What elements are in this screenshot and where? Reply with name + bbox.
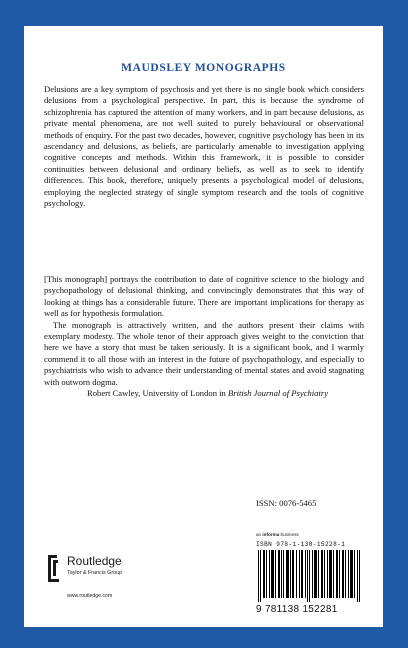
issn-number: ISSN: 0076-5465 [256,498,317,508]
isbn-label: ISBN 978-1-138-15228-1 [256,541,346,548]
back-cover-panel [24,26,383,627]
review-quote [44,274,364,399]
routledge-logo-icon [47,554,60,583]
publisher-url: www.routledge.com [67,593,113,599]
review-paragraph-2: The monograph is attractively written, and the authors present their claims with exemplary modesty. The whole tenor of their approach gives weight to the conviction that here we have a story that must be taken seriously. It is a significant book, and I warmly commend it to all those with an interest in the future of psychopathology, and especially to psychiatrists who wish to advance their understanding of mental states and avoid stagnating with outworn dogma. [44,319,364,387]
series-title: MAUDSLEY MONOGRAPHS [121,62,286,74]
barcode-graphic [256,550,364,602]
book-description: Delusions are a key symptom of psychosis and yet there is no single book which considers delusions from a psychological perspective. In part, this is because the syndrome of schizophrenia has captured the attention of many workers, and in part because delusions, as private mental phenomena, are not well suited to purely behavioural or observational methods of enquiry. For the past two decades, however, cognitive psychology has been in its ascendancy and delusions, as beliefs, are particularly amenable to investigation applying cognitive concepts and methods. Within this framework, it is possible to consider continuities between delusional and ordinary beliefs, as well as to seek to identify differences. This book, therefore, uniquely presents a psychological model of delusions, employing the neglected strategy of single symptom research and the tools of cognitive psychology. [44,84,364,209]
reviewer-name: Robert Cawley, University of London in [87,388,226,399]
publisher-name: Routledge [67,554,122,568]
review-source: British Journal of Psychiatry [228,388,329,399]
publisher-group: Taylor & Francis Group [67,570,123,576]
review-paragraph-1: [This monograph] portrays the contribution to date of cognitive science to the biology and psychopathology of delusional thinking, and convincingly demonstrates that this way of looking at things has a considerable future. There are important implications for therapy as well as for hypothesis formulation. [44,274,364,319]
review-attribution [44,388,364,399]
informa-business-label: an informa business [256,532,299,537]
barcode-digits: 9 781138 152281 [256,604,338,615]
